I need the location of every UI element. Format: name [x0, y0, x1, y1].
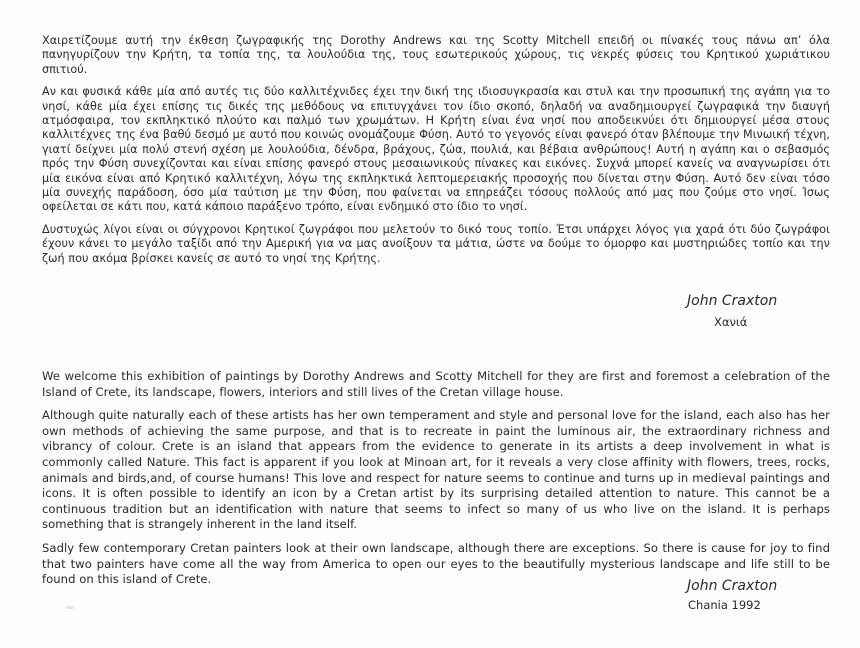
greek-signature-place: Χανιά: [714, 315, 748, 329]
scan-smudge: [66, 606, 74, 609]
greek-paragraph-3: Δυστυχώς λίγοι είναι οι σύγχρονοι Κρητικοί ζωγράφοι που μελετούν το δικό τους τοπίο. Έτσι υπάρχει λόγος για χαρά ότι δύο ζωγράφοι έχουν κάνει το μεγάλο ταξίδι από την Αμερική για να μας ανοίξουν τα μάτια, ώστε να δούμε το όμορφο και μυστηριώδες τοπίο και την ζωή που ακόμα βρίσκει κανείς σε αυτό το νησί της Κρήτης.: [42, 222, 830, 265]
greek-paragraph-2: Αν και φυσικά κάθε μία από αυτές τις δύο καλλιτέχνιδες έχει την δική της ιδιοσυγκρασία και στυλ και την προσωπική της αγάπη για το νησί, κάθε μία έχει επίσης τις δικές της μεθόδους να επιτυγχάνει τον ίδιο σκοπό, δηλαδή να αναδημιουργεί ζωγραφικά την διαυγή ατμόσφαιρα, τον εκπληκτικό πλούτο και παλμό των χρωμάτων. Η Κρήτη είναι ένα νησί που αποδεικνύει ότι δημιουργεί μέσα στους καλλιτέχνες της ένα βαθύ δεσμό με αυτό που κοινώς ονομάζουμε Φύση. Αυτό το γεγονός είναι φανερό όταν βλέπουμε την Μινωική τέχνη, γιατί δείχνει μία πολύ στενή σχέση με λουλούδια, δένδρα, βράχους, ζώα, πουλιά, και βέβαια ανθρώπους! Αυτή η αγάπη και ο σεβασμός πρός την Φύση συνεχίζονται και είναι επίσης φανερό στους μεσαιωνικούς πίνακες και εικόνες. Συχνά μπορεί κανείς να αναγνωρίσει ότι μία εικόνα είναι από Κρητικό καλλιτέχνη, λόγω της εκπληκτικά λεπτομερειακής προσοχής που δίνεται στην Φύση. Αυτό δεν είναι τόσο μία συνεχής παράδοση, όσο μία ταύτιση με την Φύση, που φαίνεται να επηρεάζει τόσους πολλούς από μας που ζούμε στο νησί. Ίσως οφείλεται σε κάτι που, κατά κάποιο παράξενο τρόπο, είναι ενδημικό στο ίδιο το νησί.: [42, 85, 830, 214]
english-paragraph-2: Although quite naturally each of these artists has her own temperament and style and personal love for the island, each also has her own methods of achieving the same purpose, and that is to recreate in paint the luminous air, the extraordinary richness and vibrancy of colour. Crete is an island that appears from the evidence to generate in its artists a deep involvement in what is commonly called Nature. This fact is apparent if you look at Minoan art, for it reveals a very close affinity with flowers, trees, rocks, animals and birds,and, of course humans! This love and respect for nature seems to continue and turns up in medieval paintings and icons. It is often possible to identify an icon by a Cretan artist by its surprising detailed attention to nature. This cannot be a continuous tradition but an identification with nature that seems to infect so many of us who live on the island. It is perhaps something that is strangely inherent in the land itself.: [42, 408, 830, 532]
english-text-block: [42, 369, 830, 596]
greek-text-block: [42, 34, 830, 274]
greek-paragraph-1: Χαιρετίζουμε αυτή την έκθεση ζωγραφικής της Dorothy Andrews και της Scotty Mitchell επειδή οι πίνακές τους πάνω απ’ όλα πανηγυρίζουν την Κρήτη, τα τοπία της, τα λουλούδια της, τους εσωτερικούς χώρους, τις νεκρές φύσεις του Κρητικού χωριάτικου σπιτιού.: [42, 34, 830, 76]
english-signature-place: Chania 1992: [688, 598, 761, 612]
english-paragraph-3: Sadly few contemporary Cretan painters look at their own landscape, although there are exceptions. So there is cause for joy to find that two painters have come all the way from America to open our eyes to the beautifully mysterious landscape and life still to be found on this island of Crete.: [42, 540, 830, 587]
english-paragraph-1: We welcome this exhibition of paintings by Dorothy Andrews and Scotty Mitchell for they are first and foremost a celebration of the Island of Crete, its landscape, flowers, interiors and still lives of the Cretan village house.: [42, 369, 830, 399]
english-signature-name: John Craxton: [687, 578, 778, 594]
greek-signature-name: John Craxton: [687, 293, 778, 309]
